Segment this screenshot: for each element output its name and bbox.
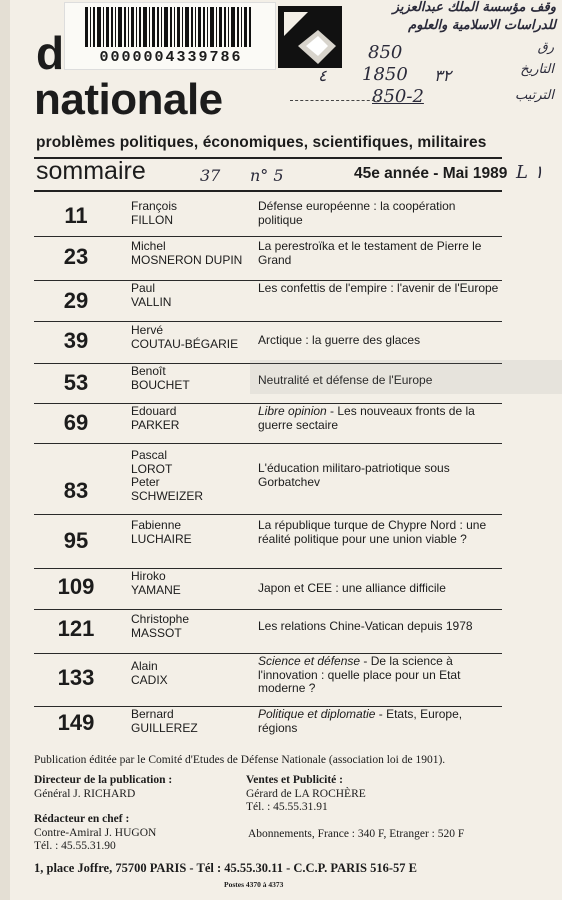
toc-article-rubric: Politique et diplomatie [258, 707, 376, 721]
toc-article-title [258, 200, 502, 227]
toc-article-rubric: Science et défense [258, 654, 361, 668]
toc-article-title [258, 582, 502, 596]
page-edge [0, 0, 10, 900]
toc-author: Alain CADIX [131, 659, 168, 687]
barcode-icon [85, 7, 255, 47]
toc-row [34, 403, 502, 444]
address-line: 1, place Joffre, 75700 PARIS - Tél : 45.55.30.11 - C.C.P. PARIS 516-57 E [34, 861, 417, 875]
toc-article-title [258, 519, 502, 546]
barcode-number: 0000004339786 [99, 49, 243, 66]
toc-row [34, 192, 502, 237]
toc-article-title [258, 655, 502, 696]
toc-article-title [258, 462, 502, 489]
barcode-label [64, 2, 276, 70]
handwritten-call-number-1: 850 [368, 42, 403, 63]
toc-article-text: La république turque de Chypre Nord : une réalité politique pour une union viable ? [258, 518, 487, 546]
toc-page-number: 149 [57, 710, 95, 735]
toc-page-number: 53 [63, 370, 89, 395]
toc-row [34, 443, 502, 515]
toc-article-text: Les relations Chine-Vatican depuis 1978 [258, 619, 473, 633]
section-heading: sommaire [36, 157, 146, 185]
handwritten-mark-1: ٤ [318, 66, 327, 85]
director-label: Directeur de la publication : [34, 774, 173, 786]
handwritten-issue-mark: n° 5 [250, 166, 284, 185]
library-stamp-line-1: وقف مؤسسة الملك عبدالعزيز [392, 0, 556, 15]
sales-name: Gérard de LA ROCHÈRE [246, 788, 366, 800]
toc-row [34, 568, 502, 610]
toc-page-number: 133 [57, 665, 95, 690]
editor-name: Contre-Amiral J. HUGON [34, 827, 157, 839]
toc-article-text: L'éducation militaro-patriotique sous Gorbatchev [258, 461, 450, 489]
director-name: Général J. RICHARD [34, 788, 136, 800]
toc-article-text: Neutralité et défense de l'Europe [258, 373, 433, 387]
subscriptions: Abonnements, France : 340 F, Etranger : 520 F [248, 828, 465, 840]
toc-page-number: 109 [57, 574, 95, 599]
handwritten-call-number-3: 850-2 [372, 86, 424, 107]
toc-author: Pascal LOROT Peter SCHWEIZER [131, 448, 203, 503]
toc-row [34, 236, 502, 281]
sales-label: Ventes et Publicité : [246, 774, 343, 786]
toc-page-number: 95 [63, 528, 89, 553]
toc-article-text: Les confettis de l'empire : l'avenir de l'Europe [258, 281, 499, 295]
toc-page-number: 23 [63, 244, 89, 269]
toc-page-number: 69 [63, 410, 89, 435]
handwritten-call-number-2: 1850 [362, 64, 408, 85]
toc-article-text: Japon et CEE : une alliance difficile [258, 581, 446, 595]
toc-author: Fabienne LUCHAIRE [131, 518, 192, 546]
logo-emblem-icon [278, 6, 342, 68]
toc-row [34, 653, 502, 707]
toc-row [34, 280, 502, 322]
toc-article-text: - Etats, Europe, régions [258, 707, 463, 735]
toc-article-title [258, 620, 502, 634]
bleed-through-stain [250, 360, 562, 394]
sales-phone: Tél. : 45.55.31.91 [246, 801, 328, 813]
toc-author: François FILLON [131, 199, 178, 227]
handwritten-volume: 37 [200, 166, 221, 185]
journal-subtitle: problèmes politiques, économiques, scientifiques, militaires [36, 134, 487, 151]
handwritten-margin-mark: L ١ [516, 162, 544, 183]
toc-row [34, 609, 502, 654]
toc-article-text: La perestroïka et le testament de Pierre le Grand [258, 239, 482, 267]
editor-phone: Tél. : 45.55.31.90 [34, 840, 116, 852]
toc-author: Hiroko YAMANE [131, 569, 181, 597]
logo-letter: d [36, 27, 64, 79]
toc-author: Hervé COUTAU-BÉGARIE [131, 323, 239, 351]
toc-article-rubric: Libre opinion [258, 404, 327, 418]
toc-page-number: 121 [57, 616, 95, 641]
toc-article-title [258, 282, 502, 296]
toc-page-number: 83 [63, 478, 89, 503]
toc-author: Paul VALLIN [131, 281, 172, 309]
toc-article-title [258, 240, 502, 267]
toc-article-title [258, 708, 502, 735]
library-stamp-line-2: للدراسات الاسلامية والعلوم [408, 18, 556, 33]
editor-label: Rédacteur en chef : [34, 813, 130, 825]
handwritten-dash-line [290, 100, 380, 101]
toc-author: Bernard GUILLEREZ [131, 707, 198, 735]
toc-row [34, 514, 502, 569]
stamp-order-label: الترتيب [515, 88, 554, 103]
toc-page-number: 39 [63, 328, 89, 353]
toc-author: Christophe MASSOT [131, 612, 190, 640]
toc-article-title [258, 334, 502, 348]
postes-line: Postes 4370 à 4373 [224, 880, 284, 889]
toc-author: Benoît BOUCHET [131, 364, 190, 392]
publication-note: Publication éditée par le Comité d'Etudes de Défense Nationale (association loi de 1901). [34, 754, 446, 766]
stamp-rak-label: رق [537, 40, 554, 55]
toc-page-number: 29 [63, 288, 89, 313]
toc-article-title [258, 405, 502, 432]
handwritten-mark-2: ٣٢ [434, 66, 452, 85]
journal-title: nationale [34, 75, 223, 124]
toc-author: Edouard PARKER [131, 404, 180, 432]
issue-info: 45e année - Mai 1989 [354, 165, 508, 182]
toc-author: Michel MOSNERON DUPIN [131, 239, 243, 267]
stamp-date-label: التاريخ [520, 62, 554, 77]
toc-article-text: Arctique : la guerre des glaces [258, 333, 421, 347]
toc-page-number: 11 [64, 203, 88, 228]
toc-article-text: Défense européenne : la coopération politique [258, 199, 456, 227]
toc-article-text: - De la science à l'innovation : quelle place pour un Etat moderne ? [258, 654, 461, 695]
toc-row [34, 706, 502, 746]
toc-row [34, 321, 502, 364]
toc-article-text: - Les nouveaux fronts de la guerre sectaire [258, 404, 475, 432]
